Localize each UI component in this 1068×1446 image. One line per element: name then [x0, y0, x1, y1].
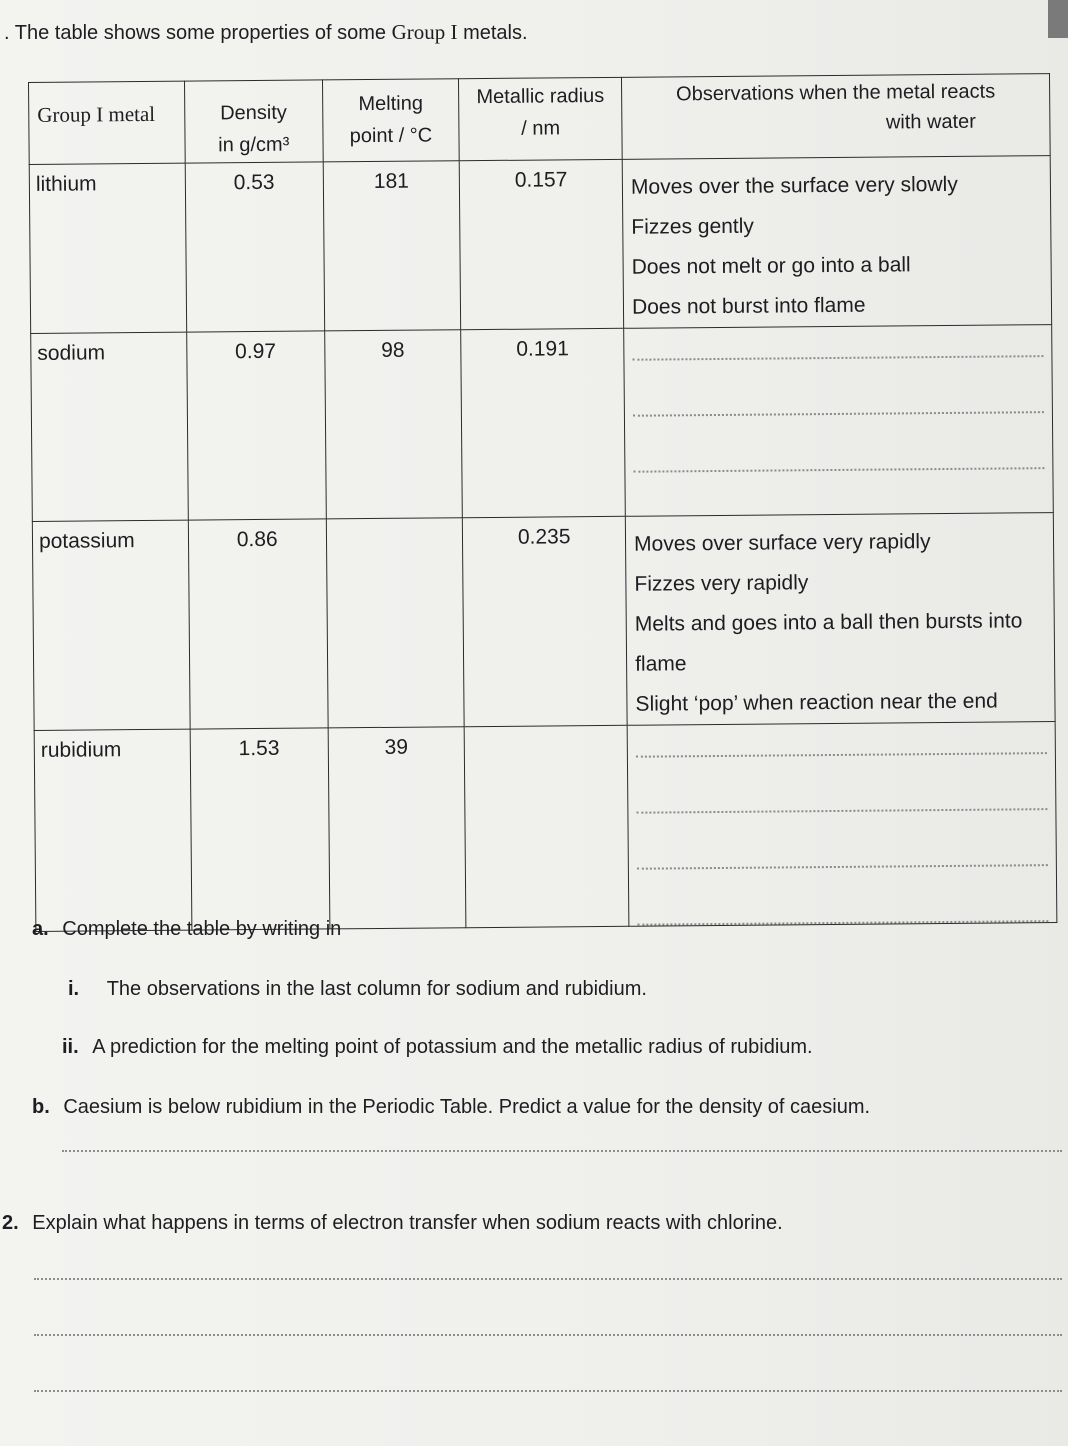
- answer-line[interactable]: [633, 357, 1044, 417]
- table-row-lithium: [29, 156, 1051, 334]
- question-a-ii-text: A prediction for the melting point of potassium and the metallic radius of rubidium.: [92, 1036, 813, 1058]
- question-a: [32, 918, 341, 941]
- cell-melting-potassium-answer[interactable]: [326, 518, 465, 728]
- answer-line[interactable]: [636, 810, 1047, 870]
- header-observations-line2: with water: [885, 110, 977, 134]
- question-a-i-text: The observations in the last column for sodium and rubidium.: [106, 978, 647, 1000]
- header-melting: [322, 79, 459, 162]
- question-b: [32, 1096, 870, 1119]
- observation-line: Fizzes gently: [631, 214, 754, 239]
- header-melting-line2: point / °C: [349, 124, 433, 148]
- table-row-sodium: [31, 325, 1054, 522]
- header-group-label: Group I metal: [37, 101, 156, 127]
- answer-line-2c[interactable]: [34, 1390, 1062, 1392]
- header-density-line2: in g/cm³: [218, 133, 290, 157]
- cell-metal-sodium: sodium: [31, 332, 188, 521]
- cell-radius-potassium: 0.235: [463, 516, 628, 726]
- cell-melting-sodium: 98: [324, 330, 462, 519]
- cell-density-sodium: 0.97: [187, 331, 326, 520]
- page-edge-shadow: [1048, 0, 1068, 38]
- question-b-text: Caesium is below rubidium in the Periodic Table. Predict a value for the density of caesium.: [63, 1096, 871, 1118]
- question-a-text: Complete the table by writing in: [62, 918, 342, 940]
- observation-line: Fizzes very rapidly: [634, 571, 809, 596]
- question-2-label: 2.: [2, 1212, 19, 1234]
- header-radius-line1: Metallic radius: [476, 84, 605, 109]
- intro-text-after: metals.: [457, 22, 528, 44]
- answer-line-2b[interactable]: [34, 1334, 1062, 1336]
- answer-line[interactable]: [636, 754, 1047, 814]
- header-density-line1: Density: [220, 101, 287, 125]
- cell-observations-lithium: [622, 156, 1051, 329]
- answer-line[interactable]: [633, 413, 1044, 473]
- header-melting-line1: Melting: [358, 92, 424, 116]
- question-a-i: [68, 978, 647, 1001]
- answer-line[interactable]: [636, 730, 1047, 758]
- cell-metal-lithium: lithium: [29, 163, 186, 333]
- question-a-label: a.: [32, 918, 49, 940]
- question-bullet: .: [4, 22, 10, 44]
- question-a-ii-label: ii.: [62, 1036, 79, 1058]
- cell-radius-sodium: 0.191: [461, 328, 625, 517]
- question-2-text: Explain what happens in terms of electron transfer when sodium reacts with chlorine.: [32, 1212, 783, 1234]
- cell-observations-potassium: [625, 513, 1055, 726]
- header-observations: [622, 74, 1051, 160]
- question-a-ii: [62, 1036, 813, 1059]
- question-a-i-label: i.: [68, 978, 80, 1000]
- observation-line: Does not burst into flame: [631, 293, 866, 319]
- header-observations-line1: Observations when the metal reacts: [676, 80, 996, 106]
- answer-line-b[interactable]: [62, 1150, 1062, 1152]
- cell-observations-rubidium-answer[interactable]: [627, 722, 1057, 927]
- cell-metal-rubidium: rubidium: [34, 729, 192, 931]
- header-radius: [459, 77, 622, 160]
- answer-line[interactable]: [637, 866, 1048, 926]
- observation-line: Slight ‘pop’ when reaction near the end: [635, 689, 998, 716]
- intro-group-text: Group I: [391, 20, 458, 44]
- header-density: [184, 80, 322, 163]
- cell-radius-rubidium-answer[interactable]: [465, 725, 629, 927]
- observation-line: Does not melt or go into a ball: [631, 253, 911, 279]
- cell-radius-lithium: 0.157: [460, 159, 624, 329]
- cell-observations-sodium-answer[interactable]: [624, 325, 1054, 517]
- cell-melting-lithium: 181: [323, 161, 461, 331]
- observation-line: Melts and goes into a ball then bursts into: [634, 609, 1023, 636]
- header-group-metal: [29, 81, 186, 164]
- question-2: [2, 1212, 783, 1235]
- cell-density-lithium: 0.53: [185, 162, 324, 332]
- header-radius-line2: / nm: [521, 117, 561, 140]
- observation-line: Moves over surface very rapidly: [634, 530, 931, 556]
- answer-line-2a[interactable]: [34, 1278, 1062, 1280]
- cell-density-rubidium: 1.53: [190, 728, 330, 930]
- observation-line: flame: [635, 652, 687, 676]
- cell-density-potassium: 0.86: [188, 519, 328, 729]
- observation-line: Moves over the surface very slowly: [630, 172, 958, 199]
- question-b-label: b.: [32, 1096, 50, 1118]
- answer-line[interactable]: [632, 333, 1043, 361]
- table-row-rubidium: [34, 722, 1057, 932]
- cell-melting-rubidium: 39: [328, 727, 467, 929]
- table-header-row: [29, 74, 1051, 165]
- intro-text-before: The table shows some properties of some: [14, 22, 392, 44]
- group-one-properties-table: [28, 73, 1057, 932]
- cell-metal-potassium: potassium: [32, 520, 190, 730]
- table-row-potassium: [32, 513, 1055, 731]
- intro-line: [4, 20, 528, 45]
